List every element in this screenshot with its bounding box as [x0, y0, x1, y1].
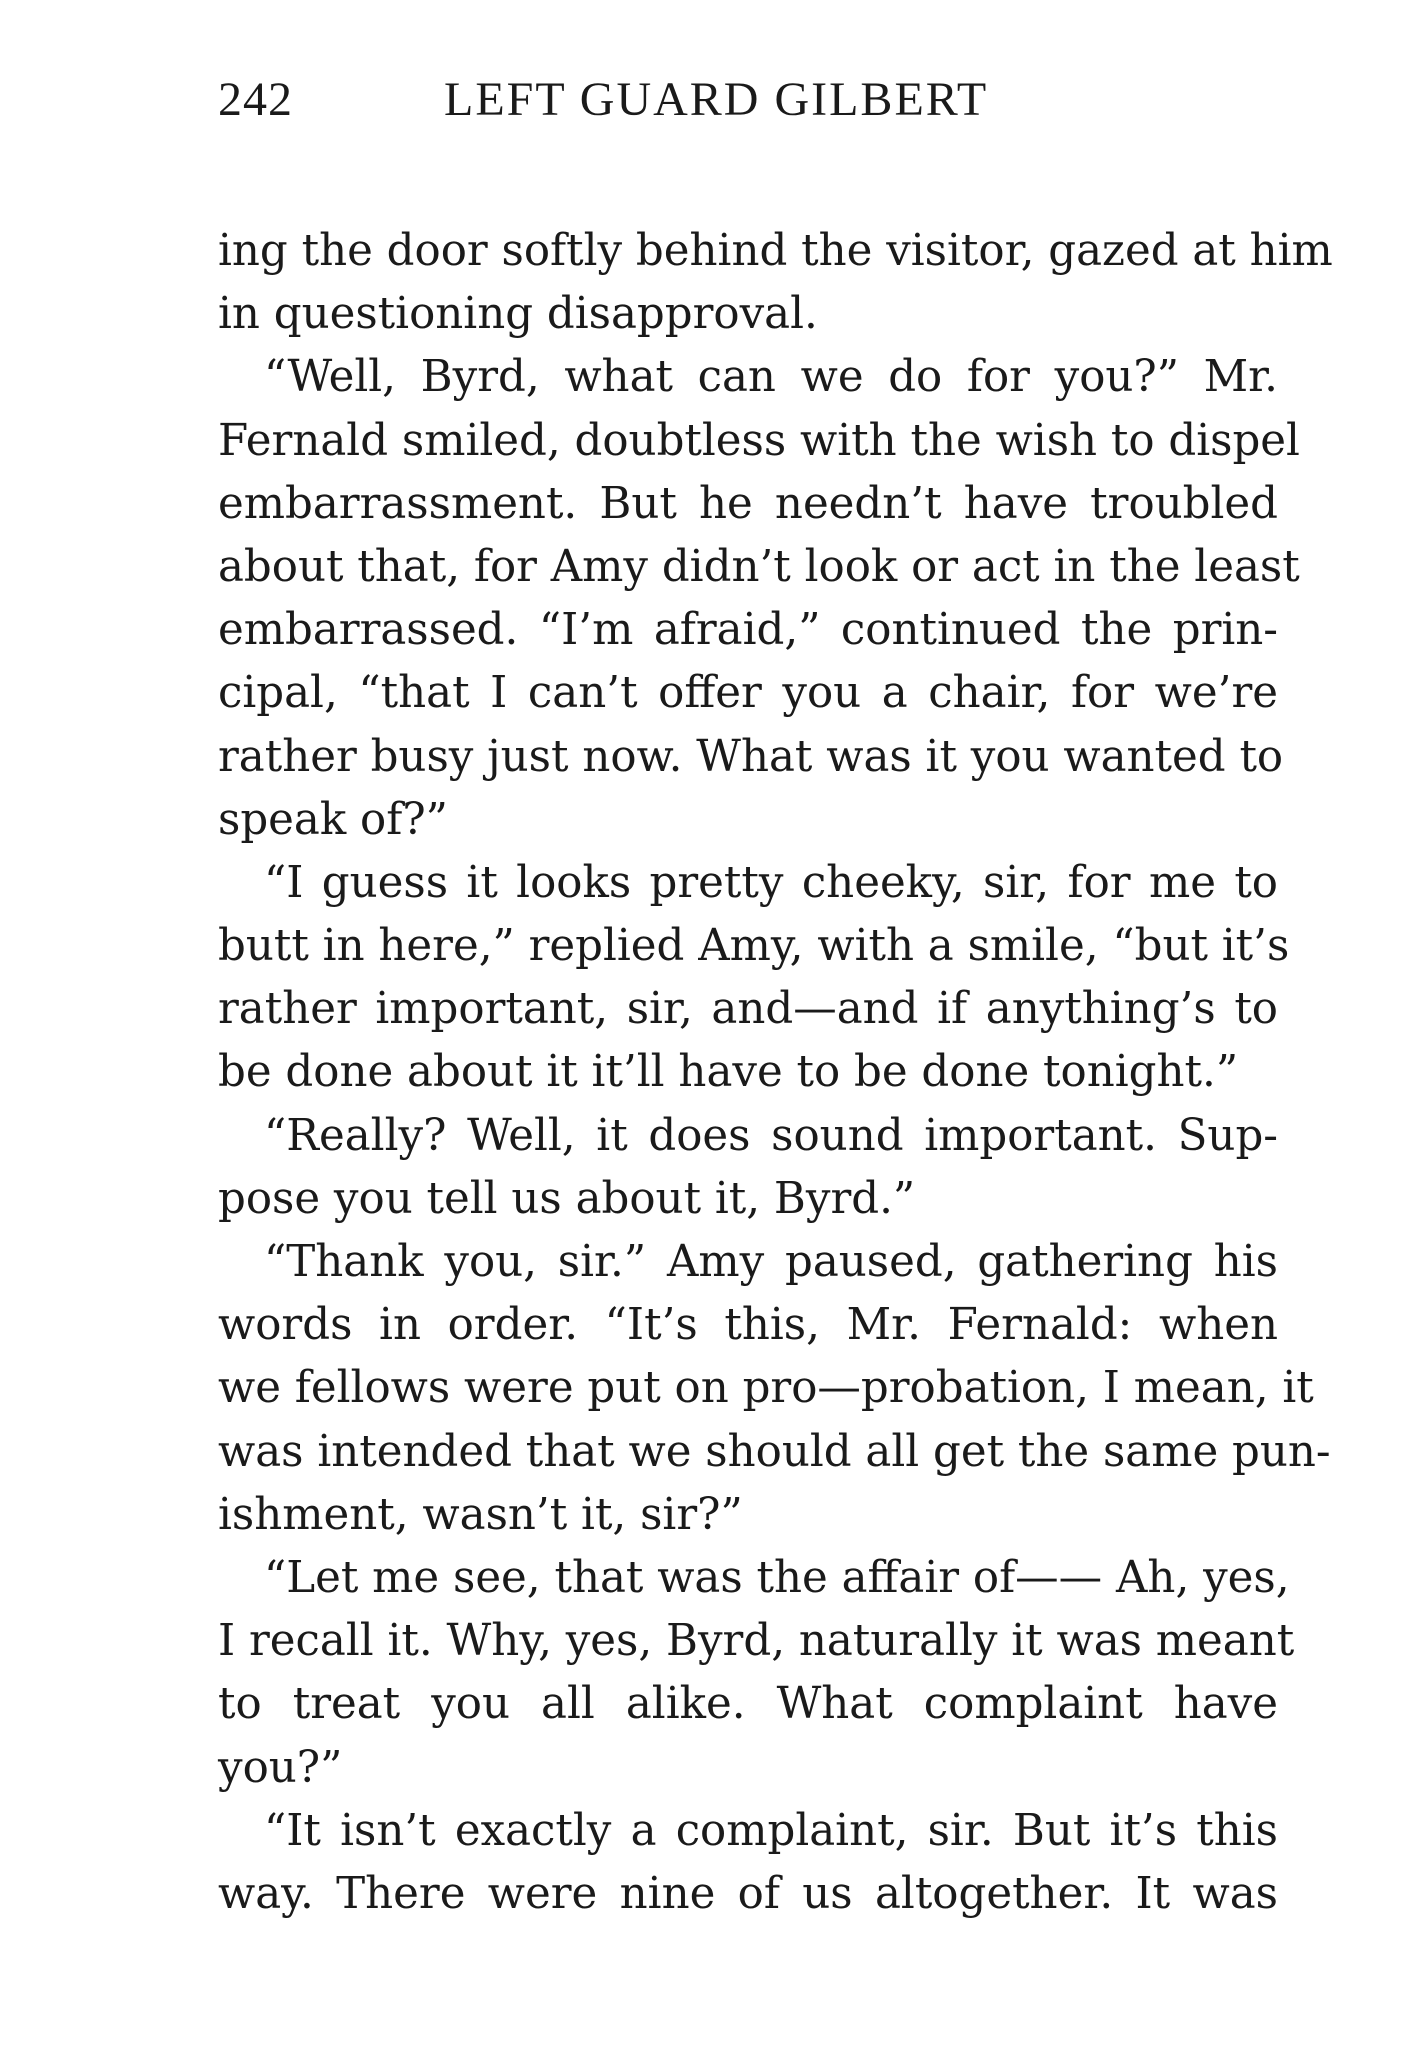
- text-line: “It isn’t exactly a complaint, sir. But it’s this: [264, 1805, 1278, 1856]
- text-line: about that, for Amy didn’t look or act in the least: [218, 541, 1300, 592]
- text-line: “Thank you, sir.” Amy paused, gathering his: [264, 1237, 1278, 1287]
- text-line: “Let me see, that was the affair of—— Ah, yes,: [264, 1552, 1290, 1603]
- text-line: embarrassment. But he needn’t have troubled: [218, 478, 1278, 529]
- text-line: be done about it it’ll have to be done tonight.”: [218, 1047, 1239, 1098]
- text-line: rather important, sir, and—and if anything’s to: [218, 984, 1278, 1035]
- running-title: LEFT GUARD GILBERT: [444, 73, 989, 126]
- text-line: words in order. “It’s this, Mr. Fernald: when: [218, 1300, 1278, 1351]
- text-line: “Well, Byrd, what can we do for you?” Mr.: [264, 352, 1278, 403]
- text-line: “I guess it looks pretty cheeky, sir, for me to: [264, 857, 1278, 908]
- text-line: you?”: [218, 1742, 343, 1793]
- running-header: [218, 58, 1278, 132]
- text-line: ing the door softly behind the visitor, gazed at him: [218, 226, 1333, 276]
- text-line: we fellows were put on pro—probation, I mean, it: [218, 1363, 1314, 1414]
- text-line: I recall it. Why, yes, Byrd, naturally it was meant: [218, 1616, 1295, 1667]
- text-line: in questioning disapproval.: [218, 289, 818, 340]
- text-line: embarrassed. “I’m afraid,” continued the prin-: [218, 605, 1278, 656]
- text-line: “Really? Well, it does sound important. Sup-: [264, 1110, 1278, 1161]
- text-line: speak of?”: [218, 794, 448, 845]
- text-line: way. There were nine of us altogether. It was: [218, 1868, 1278, 1919]
- page-number: 242: [218, 73, 293, 126]
- text-line: was intended that we should all get the same pun-: [218, 1426, 1331, 1477]
- body-text: [218, 220, 1333, 1926]
- text-line: rather busy just now. What was it you wanted to: [218, 731, 1284, 782]
- text-line: pose you tell us about it, Byrd.”: [218, 1173, 916, 1224]
- text-line: Fernald smiled, doubtless with the wish to dispel: [218, 415, 1300, 466]
- text-line: cipal, “that I can’t offer you a chair, for we’re: [218, 668, 1278, 719]
- text-line: to treat you all alike. What complaint have: [218, 1679, 1278, 1730]
- text-line: butt in here,” replied Amy, with a smile, “but it’s: [218, 921, 1290, 972]
- text-line: ishment, wasn’t it, sir?”: [218, 1489, 743, 1540]
- page-content: [218, 58, 1333, 1926]
